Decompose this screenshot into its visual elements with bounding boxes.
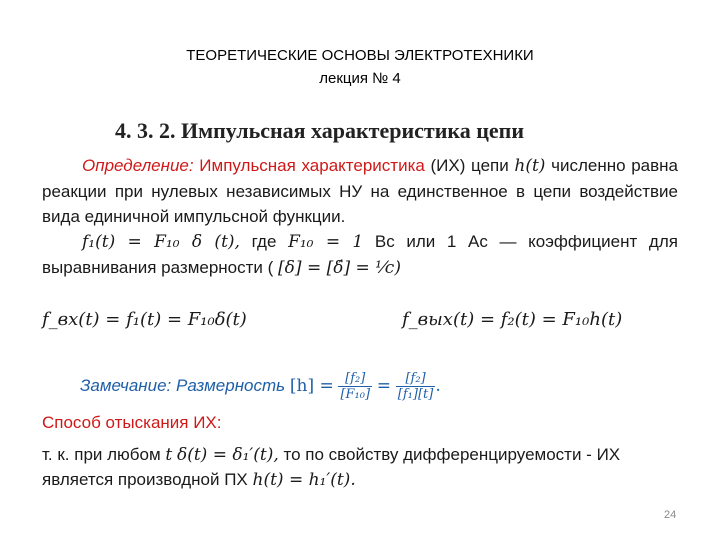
lecture-number: лекция № 4: [319, 70, 401, 87]
remark-h-dimension: [h] =: [289, 376, 334, 396]
f1-text-where: где: [251, 232, 277, 251]
remark-label: Замечание: Размерность: [80, 376, 286, 395]
equation-input: f_вх(t) = f₁(t) = F₁₀δ(t): [42, 309, 247, 330]
method-variable-t: t: [165, 445, 173, 465]
definition-term: Импульсная характеристика: [199, 156, 425, 175]
method-text-derivative: является производной ПХ: [42, 470, 248, 489]
fraction-1-denominator: [F₁₀]: [340, 387, 371, 403]
f1-text-coefficient: Вс или 1 Ас — коэффициент для выравнивания размерности (: [42, 232, 678, 277]
fraction-2-numerator: [f₂]: [396, 371, 436, 387]
definition-paragraph: [42, 153, 678, 229]
fraction-1-numerator: [f₂]: [338, 371, 372, 387]
remark-fraction-2: [396, 371, 436, 402]
method-line-1: [42, 442, 678, 468]
page-number: 24: [664, 509, 677, 521]
remark-paragraph: Замечание: Размерность [h] = $\frac{\text{[f₂]}}{\text{[F₁₀]}}$ = $\frac{\text{[f₂]}}{\text{[f₁][t]}}$ .: [80, 371, 441, 403]
remark-fraction-1: [338, 371, 372, 402]
f1-definition-paragraph: [42, 229, 678, 281]
formula-h: h(t): [514, 156, 546, 176]
formula-delta-derivative: δ(t) = δ₁′(t),: [176, 445, 279, 465]
lecture-course-title: ТЕОРЕТИЧЕСКИЕ ОСНОВЫ ЭЛЕКТРОТЕХНИКИ: [186, 47, 534, 64]
definition-text-2: численно равна реакции при нулевых независимых НУ на единственное в цепи воздействие вида единичной импульсной функции.: [42, 156, 678, 226]
equation-output: f_вых(t) = f₂(t) = F₁₀h(t): [402, 309, 623, 330]
method-line-2: [42, 467, 678, 493]
formula-f1: f₁(t) = F₁₀ δ (t),: [82, 232, 240, 252]
definition-label: Определение:: [82, 156, 194, 175]
method-text-property: то по свойству дифференцируемости - ИХ: [283, 445, 621, 464]
section-title: 4. 3. 2. Импульсная характеристика цепи: [115, 118, 525, 143]
formula-f10: F₁₀ = 1: [288, 232, 364, 252]
definition-text-1: (ИХ) цепи: [430, 156, 509, 175]
formula-h-derivative: h(t) = h₁′(t).: [252, 470, 356, 490]
method-text-any: т. к. при любом: [42, 445, 161, 464]
fraction-2-denominator: [f₁][t]: [397, 387, 434, 403]
method-title: Способ отыскания ИХ:: [42, 413, 222, 432]
formula-delta-dimension: [δ] = [δ́] = ¹⁄c): [278, 258, 401, 278]
